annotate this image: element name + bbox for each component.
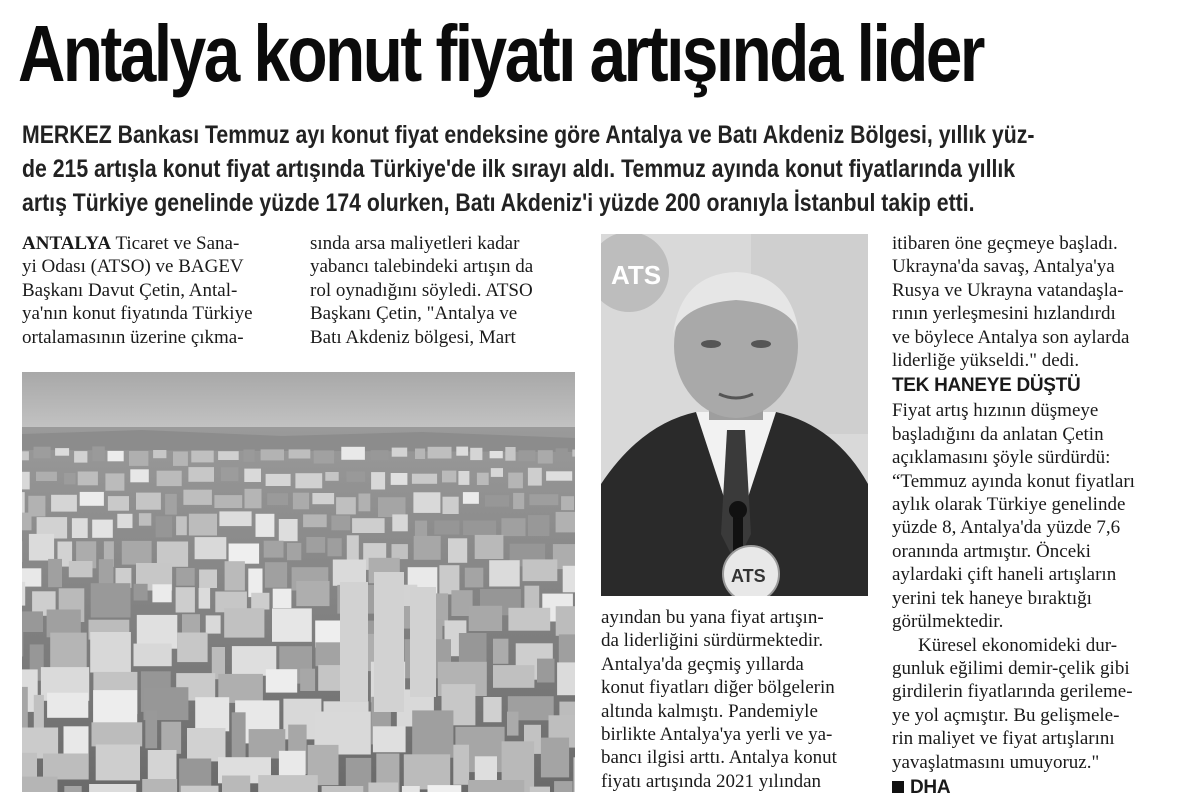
column-line: gunluk eğilimi demir-çelik gibi [892, 657, 1130, 679]
column-line: aylık olarak Türkiye genelinde [892, 494, 1126, 516]
column-line: altında kalmıştı. Pandemiyle [601, 700, 818, 722]
column-line: “Temmuz ayında konut fiyatları [892, 470, 1135, 492]
agency-name: DHA [910, 776, 951, 798]
column-line: aylardaki çift haneli artışların [892, 564, 1117, 586]
column-line: ye yol açmıştır. Bu gelişmele- [892, 704, 1120, 726]
lead-paragraph [22, 118, 1035, 220]
column-line [22, 232, 253, 255]
column-line: yüzde 8, Antalya'da yüzde 7,6 [892, 517, 1121, 539]
column-line: görülmektedir. [892, 611, 1004, 633]
microphone-logo: ATS [731, 566, 766, 586]
column-text: Ticaret ve Sana- [111, 233, 240, 254]
article-column-4 [892, 232, 1135, 801]
column-line: ortalamasının üzerine çıkma- [22, 326, 244, 348]
column-line: yerini tek haneye bıraktığı [892, 587, 1092, 609]
column-line: ve böylece Antalya son aylarda [892, 326, 1130, 348]
column-line: rının yerleşmesini hızlandırdı [892, 303, 1116, 325]
column-line: Ukrayna'da savaş, Antalya'ya [892, 256, 1115, 278]
dateline: ANTALYA [22, 233, 112, 254]
column-line: başladığını da anlatan Çetin [892, 423, 1104, 445]
article-column-3 [601, 606, 837, 793]
column-line: yi Odası (ATSO) ve BAGEV [22, 256, 244, 278]
column-line: Batı Akdeniz bölgesi, Mart [310, 326, 516, 348]
ats-logo: ATS [611, 260, 662, 290]
agency-signature [892, 774, 1135, 801]
portrait-photo [601, 234, 868, 596]
column-line: ayından bu yana fiyat artışın- [601, 607, 824, 628]
column-line: rin maliyet ve fiyat artışlarını [892, 728, 1115, 750]
lead-line: de 215 artışla konut fiyat artışında Türkiye'de ilk sırayı aldı. Temmuz ayında konut fiyatlarında yıllık [22, 155, 1016, 183]
column-line: birlikte Antalya'ya yerli ve ya- [601, 724, 833, 746]
lead-line: artış Türkiye genelinde yüzde 174 olurken, Batı Akdeniz'i yüzde 200 oranıyla İstanbul takip etti. [22, 189, 975, 217]
article-column-1 [22, 232, 253, 349]
column-line: yavaşlatmasını umuyoruz." [892, 751, 1100, 773]
column-line: yabancı talebindeki artışın da [310, 256, 534, 278]
column-line: bancı ilgisi arttı. Antalya konut [601, 747, 837, 769]
square-bullet-icon [892, 781, 904, 793]
column-line: Başkanı Davut Çetin, Antal- [22, 279, 238, 301]
column-line: oranında artmıştır. Önceki [892, 540, 1091, 562]
column-line: rol oynadığını söyledi. ATSO [310, 279, 533, 301]
column-line: Başkanı Çetin, "Antalya ve [310, 303, 518, 325]
city-aerial-photo [22, 372, 575, 792]
column-line: Antalya'da geçmiş yıllarda [601, 653, 804, 675]
column-line: sında arsa maliyetleri kadar [310, 233, 520, 254]
column-line: açıklamasını şöyle sürdürdü: [892, 447, 1111, 469]
subheading: TEK HANEYE DÜŞTÜ [892, 375, 1081, 397]
article-column-2 [310, 232, 533, 349]
headline: Antalya konut fiyatı artışında lider [18, 9, 983, 98]
column-line: konut fiyatları diğer bölgelerin [601, 677, 835, 699]
column-line: Rusya ve Ukrayna vatandaşla- [892, 279, 1124, 301]
column-line: liderliğe yükseldi." dedi. [892, 350, 1080, 372]
column-line: Küresel ekonomideki dur- [918, 634, 1118, 656]
lead-line: MERKEZ Bankası Temmuz ayı konut fiyat endeksine göre Antalya ve Batı Akdeniz Bölgesi, yıllık yüz- [22, 121, 1035, 149]
column-line: girdilerin fiyatlarında gerileme- [892, 681, 1133, 703]
column-line: Fiyat artış hızının düşmeye [892, 400, 1099, 422]
column-line: itibaren öne geçmeye başladı. [892, 233, 1118, 254]
column-line: fiyatı artışında 2021 yılından [601, 770, 822, 792]
column-line: ya'nın konut fiyatında Türkiye [22, 303, 253, 325]
column-line: da liderliğini sürdürmektedir. [601, 630, 824, 652]
